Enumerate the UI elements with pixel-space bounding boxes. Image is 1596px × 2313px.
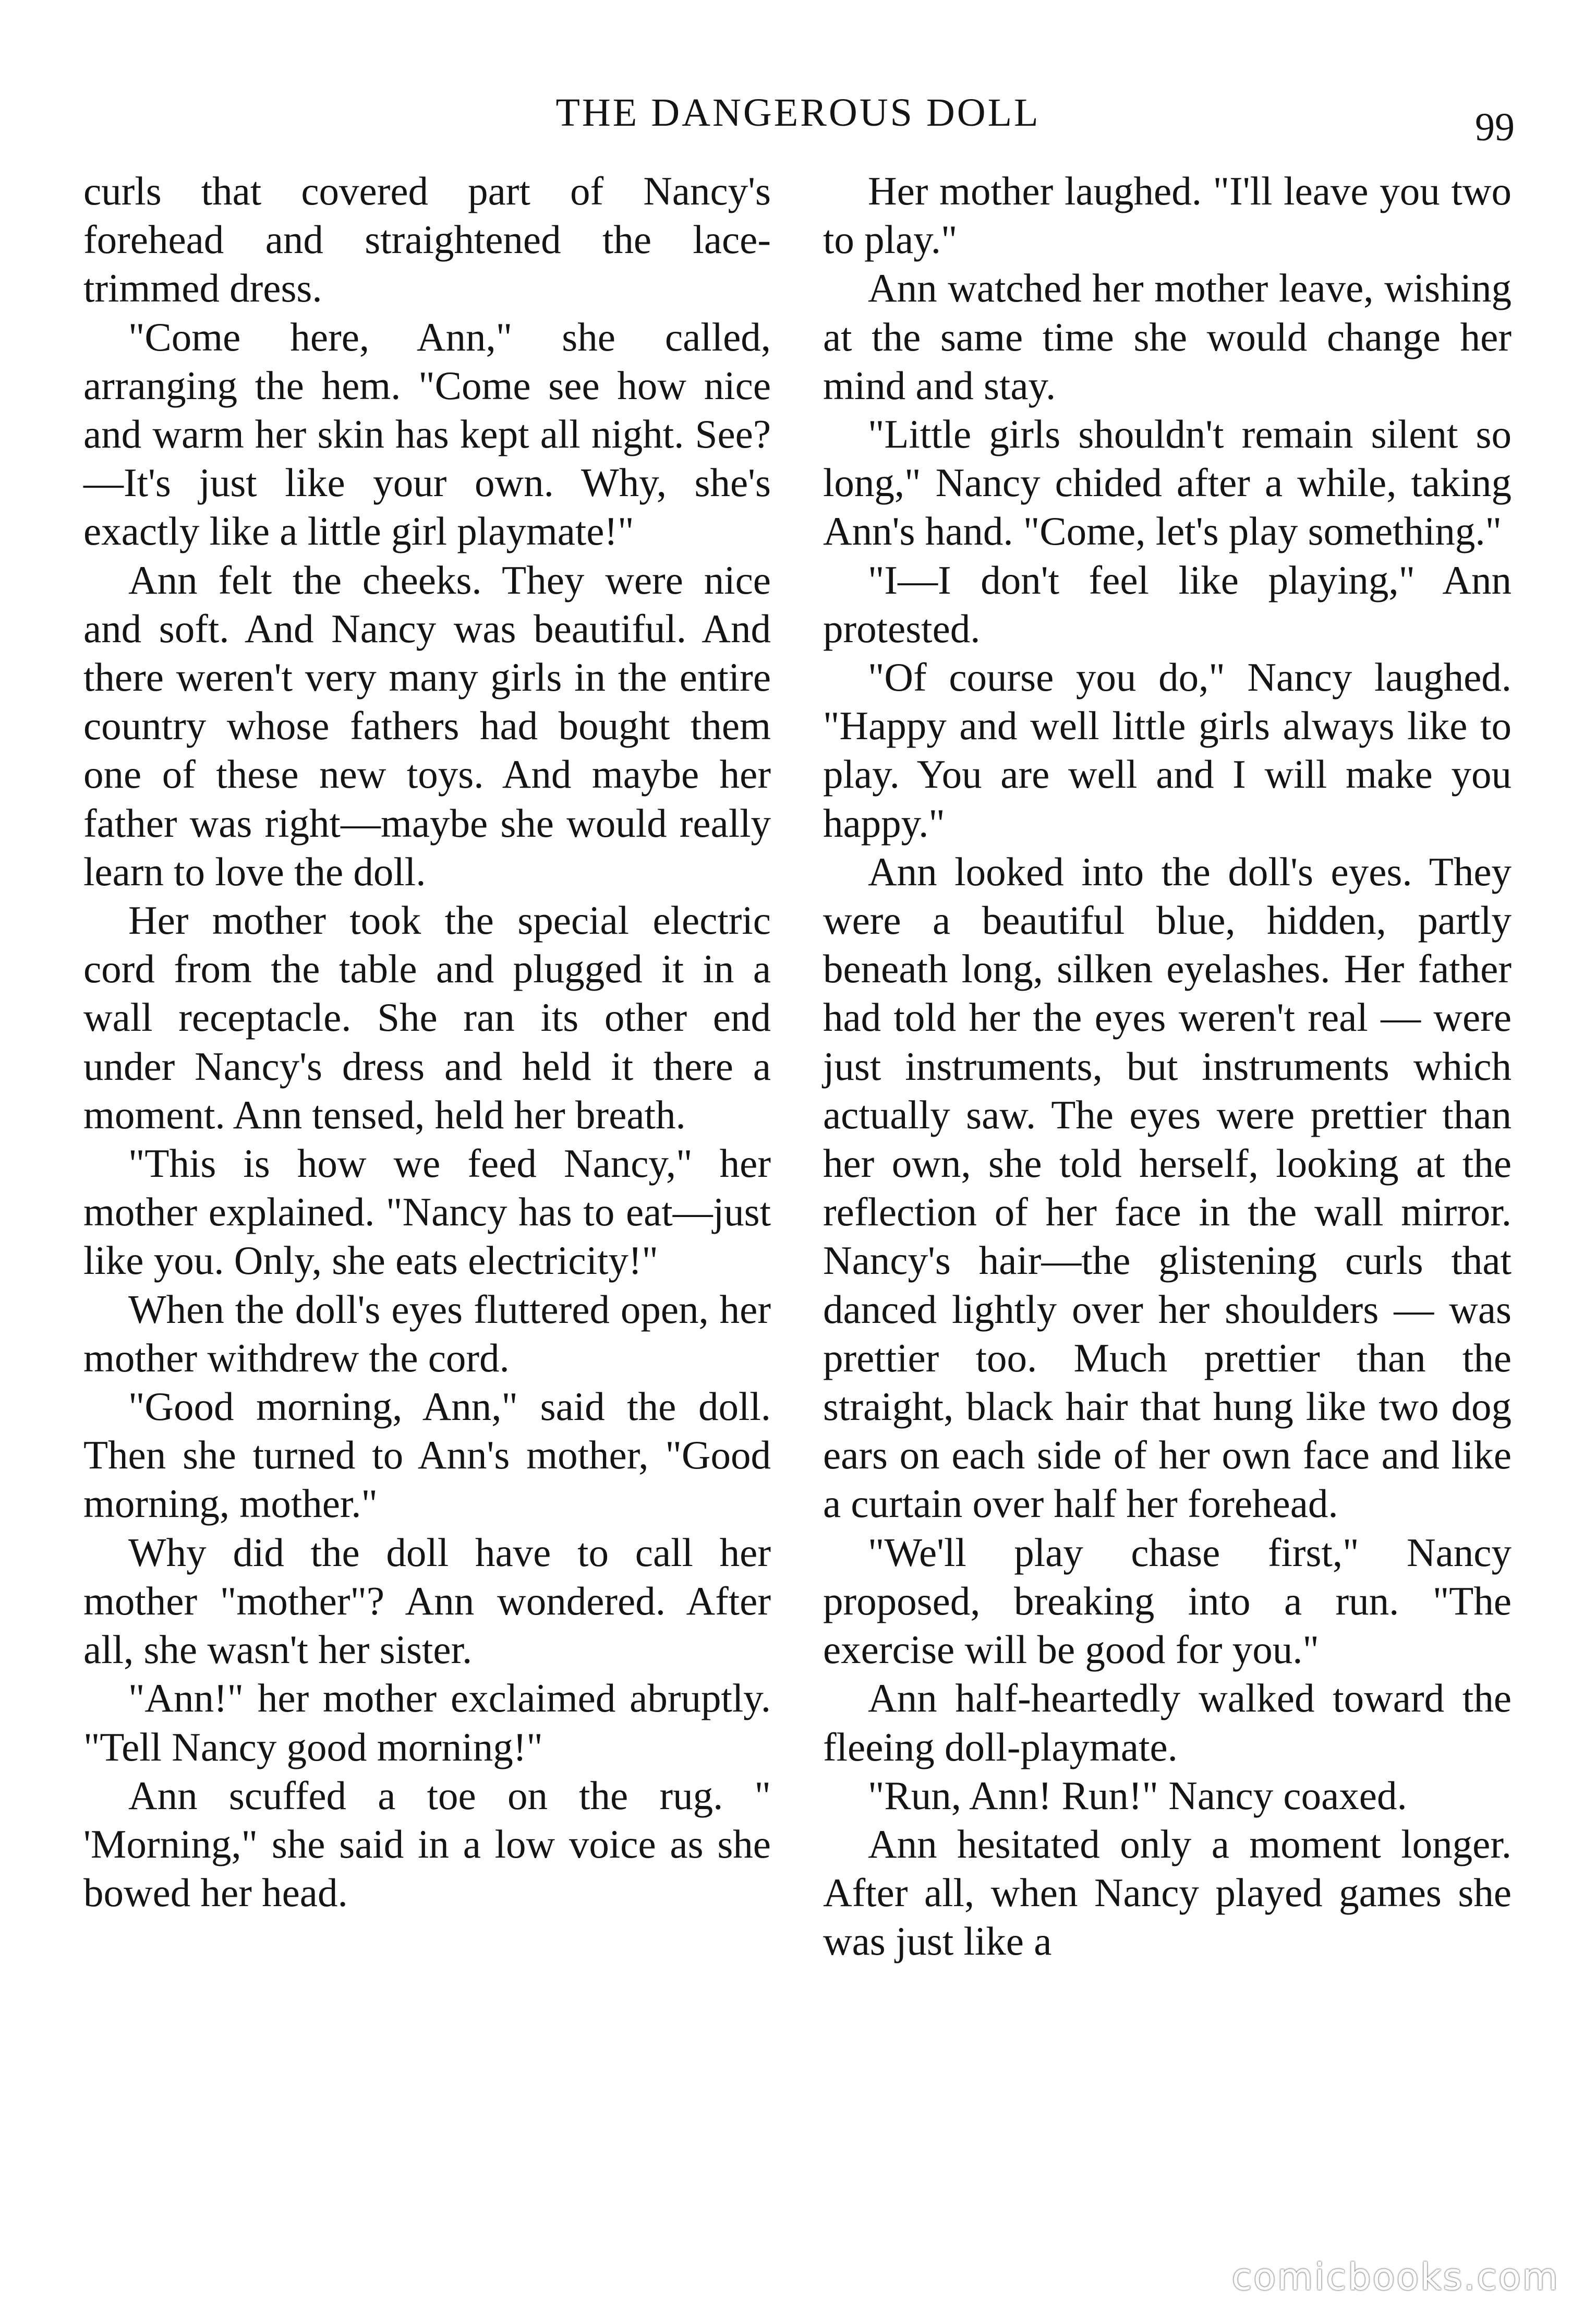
paragraph: When the doll's eyes fluttered open, her mother withdrew the cord. — [83, 1286, 771, 1380]
left-text-column — [83, 167, 771, 1917]
paragraph: "Good morning, Ann," said the doll. Then she turned to Ann's mother, "Good morning, mother." — [83, 1384, 771, 1526]
paragraph: "Run, Ann! Run!" Nancy coaxed. — [868, 1773, 1407, 1818]
site-watermark: comicbooks.com — [1231, 2256, 1559, 2298]
paragraph: "Ann!" her mother exclaimed abruptly. "Tell Nancy good morning!" — [83, 1676, 771, 1769]
paragraph: Ann looked into the doll's eyes. They were a beautiful blue, hidden, partly beneath long, silken eyelashes. Her father had told her the eyes weren't real — were just instruments, but instruments which actually saw. The eyes were prettier than her own, she told herself, looking at the reflection of her face in the wall mirror. Nancy's hair—the glistening curls that danced lightly over her shoulders — was prettier too. Much prettier than the straight, black hair that hung like two dog ears on each side of her own face and like a curtain over half her forehead. — [823, 849, 1512, 1526]
paragraph: "We'll play chase first," Nancy proposed, breaking into a run. "The exercise will be good for you." — [823, 1529, 1512, 1672]
paragraph: "Little girls shouldn't remain silent so long," Nancy chided after a while, taking Ann's hand. "Come, let's play something." — [823, 412, 1512, 554]
paragraph: Ann hesitated only a moment longer. After all, when Nancy played games she was just like a — [823, 1821, 1512, 1964]
right-text-column — [823, 167, 1512, 1966]
paragraph: Her mother laughed. "I'll leave you two to play." — [823, 168, 1512, 262]
paragraph: curls that covered part of Nancy's forehead and straightened the lace-trimmed dress. — [83, 168, 771, 311]
paragraph: Ann scuffed a toe on the rug. " 'Morning," she said in a low voice as she bowed her head. — [83, 1773, 771, 1916]
page-number: 99 — [1475, 105, 1515, 149]
running-header-title: THE DANGEROUS DOLL — [555, 91, 1041, 135]
paragraph: "This is how we feed Nancy," her mother explained. "Nancy has to eat—just like you. Only, she eats electricity!" — [83, 1141, 771, 1283]
paragraph: "I—I don't feel like playing," Ann protested. — [823, 557, 1512, 651]
paragraph: "Of course you do," Nancy laughed. "Happy and well little girls always like to play. You are well and I will make you happy." — [823, 655, 1512, 846]
paragraph: Ann felt the cheeks. They were nice and soft. And Nancy was beautiful. And there weren't very many girls in the entire country whose fathers had bought them one of these new toys. And maybe her father was right—maybe she would really learn to love the doll. — [83, 557, 771, 894]
paragraph: "Come here, Ann," she called, arranging the hem. "Come see how nice and warm her skin has kept all night. See?—It's just like your own. Why, she's exactly like a little girl playmate!" — [83, 314, 771, 554]
paragraph: Why did the doll have to call her mother "mother"? Ann wondered. After all, she wasn't her sister. — [83, 1529, 771, 1672]
paragraph: Ann watched her mother leave, wishing at the same time she would change her mind and stay. — [823, 266, 1512, 408]
paragraph: Ann half-heartedly walked toward the fleeing doll-playmate. — [823, 1676, 1512, 1769]
paragraph: Her mother took the special electric cord from the table and plugged it in a wall receptacle. She ran its other end under Nancy's dress and held it there a moment. Ann tensed, held her breath. — [83, 898, 771, 1137]
